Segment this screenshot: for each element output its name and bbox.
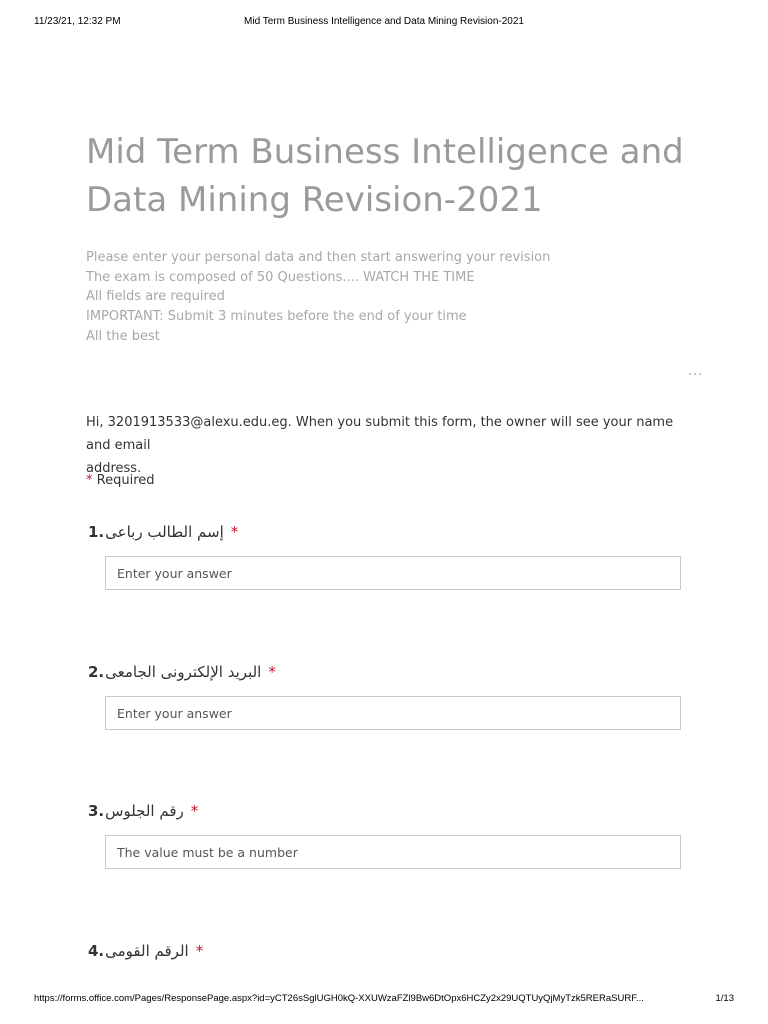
print-footer	[34, 993, 734, 1009]
question-label	[88, 660, 688, 684]
required-note	[86, 473, 155, 488]
question-label	[88, 939, 688, 963]
question-label	[88, 799, 688, 823]
description-line: IMPORTANT: Submit 3 minutes before the end of your time	[86, 309, 467, 325]
question-4	[88, 939, 688, 963]
question-number: 1.	[88, 523, 105, 541]
required-star: *	[195, 942, 204, 960]
form-title-line-1: Mid Term Business Intelligence and	[86, 132, 684, 172]
form-title-line-2: Data Mining Revision-2021	[86, 180, 543, 220]
question-label	[88, 520, 688, 544]
question-3	[88, 799, 688, 823]
university-email-input[interactable]	[105, 696, 681, 730]
question-text: إسم الطالب رباعى	[105, 523, 224, 541]
required-star: *	[86, 473, 93, 488]
print-url: https://forms.office.com/Pages/ResponsePage.aspx?id=yCT26sSglUGH0kQ-XXUWzaFZl9Bw6DtOpx6HCZy2x29UQTUyQjMyTzk5RERaSURF...	[34, 993, 644, 1004]
question-text: الرقم القومى	[105, 942, 189, 960]
notice-line-1: Hi, 3201913533@alexu.edu.eg. When you submit this form, the owner will see your name and email	[86, 415, 674, 453]
question-1	[88, 520, 688, 544]
description-line: All the best	[86, 328, 160, 344]
student-name-input[interactable]	[105, 556, 681, 590]
page-number: 1/13	[715, 993, 734, 1004]
form-description	[86, 248, 686, 347]
required-star: *	[230, 523, 239, 541]
question-number: 4.	[88, 942, 105, 960]
description-line: The exam is composed of 50 Questions.... WATCH THE TIME	[86, 269, 475, 285]
print-date: 11/23/21, 12:32 PM	[34, 16, 121, 27]
notice-line-2: address.	[86, 461, 142, 476]
print-header	[34, 16, 734, 32]
question-text: رقم الجلوس	[105, 802, 184, 820]
account-notice	[86, 411, 696, 480]
required-star: *	[190, 802, 199, 820]
seat-number-input[interactable]	[105, 835, 681, 869]
form-title	[86, 128, 706, 224]
question-text: البريد الإلكترونى الجامعى	[105, 663, 262, 681]
question-2	[88, 660, 688, 684]
question-number: 3.	[88, 802, 105, 820]
question-number: 2.	[88, 663, 105, 681]
print-title: Mid Term Business Intelligence and Data Mining Revision-2021	[244, 16, 524, 27]
description-line: All fields are required	[86, 289, 225, 305]
required-star: *	[268, 663, 276, 681]
description-line: Please enter your personal data and then start answering your revision	[86, 250, 551, 265]
more-options-icon[interactable]: ...	[688, 364, 704, 379]
required-label: Required	[96, 473, 155, 488]
